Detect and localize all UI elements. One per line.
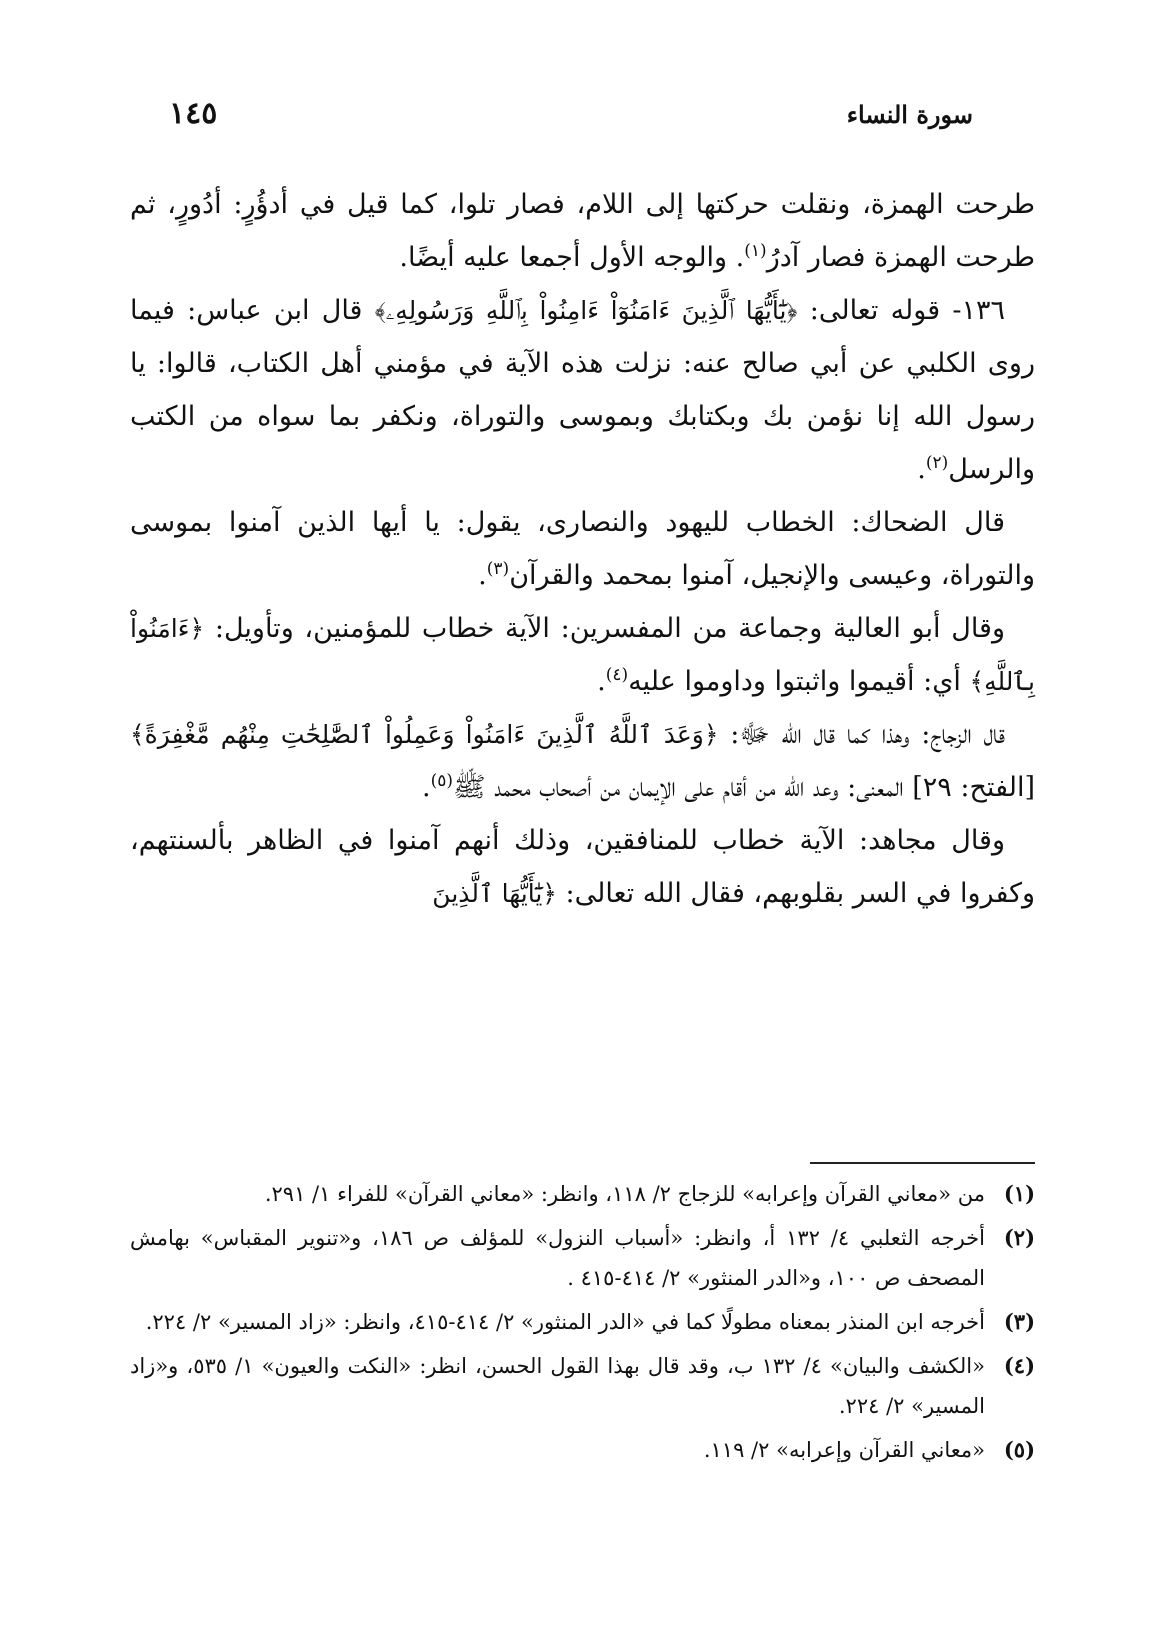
footnote-text: «الكشف والبيان» ٤/ ١٣٢ ب، وقد قال بهذا القول الحسن، انظر: «النكت والعيون» ١/ ٥٣٥، و«زاد المسير» ٢/ ٢٢٤. xyxy=(130,1354,985,1418)
quran-verse: ﴿يَٰٓأَيُّهَا ٱلَّذِينَ ءَامَنُوٓاْ ءَامِنُواْ بِٱللَّهِ وَرَسُولِهِۦ﴾ xyxy=(374,296,798,325)
footnote xyxy=(130,1430,1035,1470)
footnote xyxy=(130,1302,1035,1342)
paragraph: طرحت الهمزة، ونقلت حركتها إلى اللام، فصار تلوا، كما قيل في أدؤُرٍ: أدُورٍ، ثم طرحت الهمزة فصار آدرُ$^{(١)}$. والوجه الأول أجمعا عليه أيضًا. xyxy=(130,189,1035,273)
footnote-number: (٥) xyxy=(1003,1437,1035,1462)
footnote-ref: (٣) xyxy=(486,559,510,579)
footnotes xyxy=(130,1174,1035,1474)
page-header xyxy=(0,96,1163,146)
footnote xyxy=(130,1174,1035,1214)
paragraph: وقال أبو العالية وجماعة من المفسرين: الآية خطاب للمؤمنين، وتأويل: ﴿ءَامَنُواْ بِٱللَّهِ﴾ أي: أقيموا واثبتوا وداوموا عليه$^{(٤)}$. xyxy=(130,613,1035,697)
quran-verse: ﴿يَٰٓأَيُّهَا ٱلَّذِينَ xyxy=(432,879,557,908)
footnote-text: من «معاني القرآن وإعرابه» للزجاج ٢/ ١١٨، وانظر: «معاني القرآن» للفراء ١/ ٢٩١. xyxy=(264,1182,985,1206)
footnote-number: (١) xyxy=(1003,1181,1035,1206)
paragraph: قال الضحاك: الخطاب لليهود والنصارى، يقول: يا أيها الذين آمنوا بموسى والتوراة، وعيسى والإنجيل، آمنوا بمحمد والقرآن$^{(٣)}$. xyxy=(130,507,1035,591)
paragraph: قال الزجاج: وهذا كما قال الله ﷻ: ﴿وَعَدَ ٱللَّهُ ٱلَّذِينَ ءَامَنُواْ وَعَمِلُواْ ٱلصَّٰلِحَٰتِ مِنْهُم مَّغْفِرَةً﴾ [الفتح: ٢٩] المعنى: وعد الله من أقام على الإيمان من أصحاب محمد ﷺ$^{(٥)}$. xyxy=(130,719,1035,803)
footnote-ref: (٥) xyxy=(430,771,453,791)
footnote xyxy=(130,1218,1035,1298)
footnote-number: (٣) xyxy=(1003,1309,1035,1334)
paragraph: ١٣٦- قوله تعالى: ﴿يَٰٓأَيُّهَا ٱلَّذِينَ ءَامَنُوٓاْ ءَامِنُواْ بِٱللَّهِ وَرَسُولِهِۦ﴾ قال ابن عباس: فيما روى الكلبي عن أبي صالح عنه: نزلت هذه الآية في مؤمني أهل الكتاب، قالوا: يا رسول الله إنا نؤمن بك وبكتابك وبموسى والتوراة، ونكفر بما سواه من الكتب والرسل$^{(٢)}$. xyxy=(130,295,1035,485)
main-text xyxy=(130,178,1035,920)
footnote-ref: (١) xyxy=(744,241,767,261)
footnote-ref: (٢) xyxy=(925,453,949,473)
footnote-ref: (٤) xyxy=(605,665,629,685)
page-number: ١٤٥ xyxy=(169,96,218,131)
footnote xyxy=(130,1346,1035,1426)
footnote-text: «معاني القرآن وإعرابه» ٢/ ١١٩. xyxy=(703,1438,985,1462)
paragraph: وقال مجاهد: الآية خطاب للمنافقين، وذلك أنهم آمنوا في الظاهر بألسنتهم، وكفروا في السر بقلوبهم، فقال الله تعالى: ﴿يَٰٓأَيُّهَا ٱلَّذِينَ xyxy=(130,825,1035,909)
footnote-text: أخرجه الثعلبي ٤/ ١٣٢ أ، وانظر: «أسباب النزول» للمؤلف ص ١٨٦، و«تنوير المقباس» بهامش المصحف ص ١٠٠، و«الدر المنثور» ٢/ ٤١٤-٤١٥ . xyxy=(130,1226,985,1290)
footnote-text: أخرجه ابن المنذر بمعناه مطولًا كما في «الدر المنثور» ٢/ ٤١٤-٤١٥، وانظر: «زاد المسير» ٢/ ٢٢٤. xyxy=(145,1310,985,1334)
footnote-divider xyxy=(810,1162,1035,1164)
footnote-number: (٢) xyxy=(1003,1225,1035,1250)
quran-verse: ﴿وَعَدَ ٱللَّهُ ٱلَّذِينَ ءَامَنُواْ وَعَمِلُواْ ٱلصَّٰلِحَٰتِ مِنْهُم مَّغْفِرَةً﴾ xyxy=(130,720,719,749)
surah-title: سورة النساء xyxy=(846,100,973,129)
footnote-number: (٤) xyxy=(1003,1353,1035,1378)
quran-verse: ﴿ءَامَنُواْ بِٱللَّهِ﴾ xyxy=(130,614,1035,696)
